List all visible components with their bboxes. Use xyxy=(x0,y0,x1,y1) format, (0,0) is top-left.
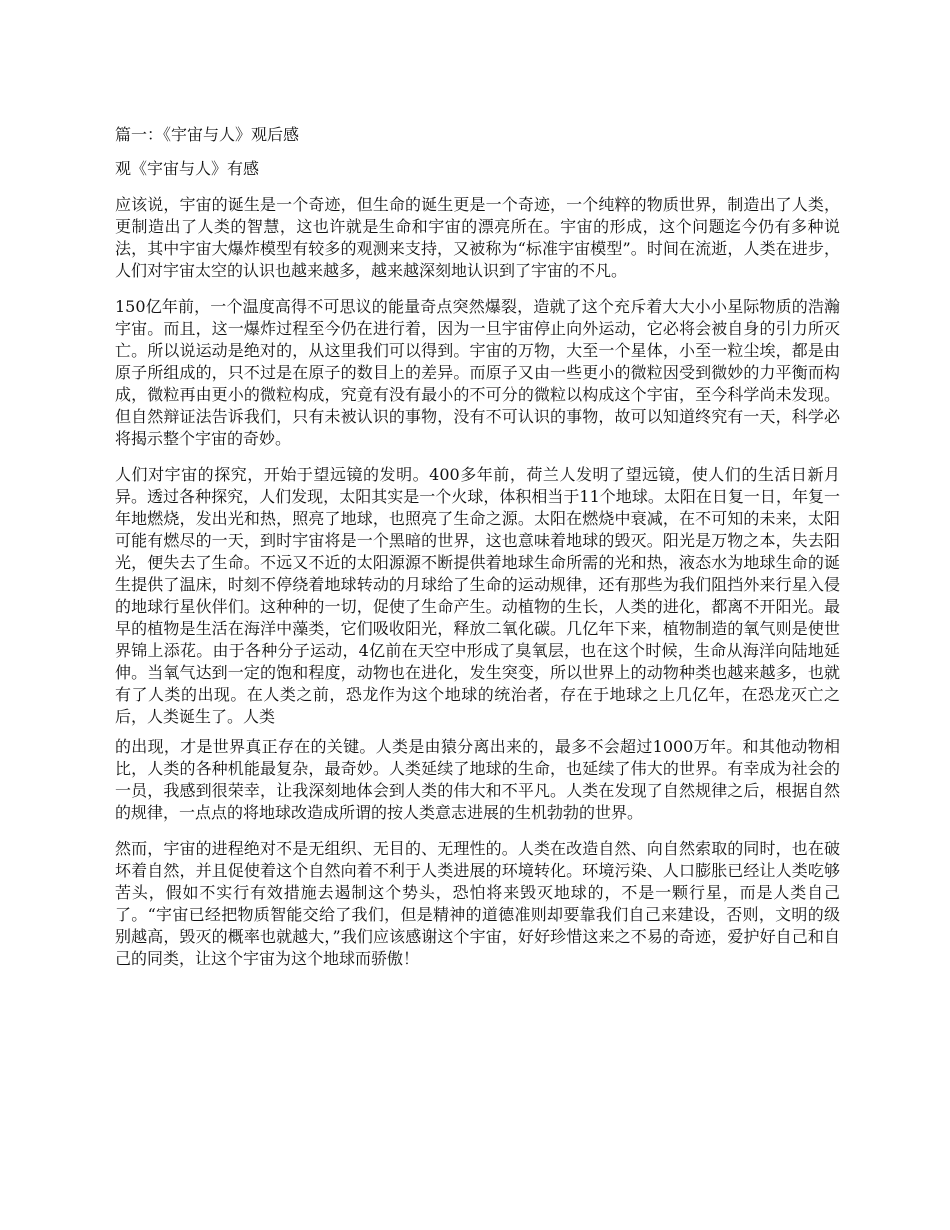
paragraph-1: 应该说，宇宙的诞生是一个奇迹，但生命的诞生更是一个奇迹，一个纯粹的物质世界，制造出了人类，更制造出了人类的智慧，这也许就是生命和宇宙的漂亮所在。宇宙的形成，这个问题迄今仍有多种说法，其中宇宙大爆炸模型有较多的观测来支持，又被称为“标准宇宙模型”。时间在流逝，人类在进步，人们对宇宙太空的认识也越来越多，越来越深刻地认识到了宇宙的不凡。 xyxy=(115,195,840,280)
paragraph-4: 的出现，才是世界真正存在的关键。人类是由猿分离出来的，最多不会超过1000万年。和其他动物相比，人类的各种机能最复杂，最奇妙。人类延续了地球的生命，也延续了伟大的世界。有幸成为社会的一员，我感到很荣幸，让我深刻地体会到人类的伟大和不平凡。人类在发现了自然规律之后，根据自然的规律，一点点的将地球改造成所谓的按人类意志进展的生机勃勃的世界。 xyxy=(115,737,840,822)
paragraph-5: 然而，宇宙的进程绝对不是无组织、无目的、无理性的。人类在改造自然、向自然索取的同时，也在破坏着自然，并且促使着这个自然向着不利于人类进展的环境转化。环境污染、人口膨胀已经让人类吃够苦头，假如不实行有效措施去遏制这个势头，恐怕将来毁灭地球的，不是一颗行星，而是人类自己了。“宇宙已经把物质智能交给了我们，但是精神的道德准则却要靠我们自己来建设，否则，文明的级别越高，毁灭的概率也就越大，”我们应该感谢这个宇宙，好好珍惜这来之不易的奇迹，爱护好自己和自己的同类，让这个宇宙为这个地球而骄傲！ xyxy=(115,839,840,968)
paragraph-2: 150亿年前，一个温度高得不可思议的能量奇点突然爆裂，造就了这个充斥着大大小小星际物质的浩瀚宇宙。而且，这一爆炸过程至今仍在进行着，因为一旦宇宙停止向外运动，它必将会被自身的引力所灭亡。所以说运动是绝对的，从这里我们可以得到。宇宙的万物，大至一个星体，小至一粒尘埃，都是由原子所组成的，只不过是在原子的数目上的差异。而原子又由一些更小的微粒因受到微妙的力平衡而构成，微粒再由更小的微粒构成，究竟有没有最小的不可分的微粒以构成这个宇宙，至今科学尚未发现。但自然辩证法告诉我们，只有未被认识的事物，没有不可认识的事物，故可以知道终究有一天，科学必将揭示整个宇宙的奇妙。 xyxy=(115,297,840,448)
document-subtitle: 观《宇宙与人》有感 xyxy=(115,159,260,178)
paragraph-3: 人们对宇宙的探究，开始于望远镜的发明。400多年前，荷兰人发明了望远镜，使人们的生活日新月异。透过各种探究，人们发现，太阳其实是一个火球，体积相当于11个地球。太阳在日复一日，年复一年地燃烧，发出光和热，照亮了地球，也照亮了生命之源。太阳在燃烧中衰减，在不可知的未来，太阳可能有燃尽的一天，到时宇宙将是一个黑暗的世界，这也意味着地球的毁灭。阳光是万物之本，失去阳光，便失去了生命。不远又不近的太阳源源不断提供着地球生命所需的光和热，液态水为地球生命的诞生提供了温床，时刻不停绕着地球转动的月球给了生命的运动规律，还有那些为我们阻挡外来行星入侵的地球行星伙伴们。这种种的一切，促使了生命产生。动植物的生长，人类的进化，都离不开阳光。最早的植物是生活在海洋中藻类，它们吸收阳光，释放二氧化碳。几亿年下来，植物制造的氧气则是使世界锦上添花。由于各种分子运动，4亿前在天空中形成了臭氧层，也在这个时候，生命从海洋向陆地延伸。当氧气达到一定的饱和程度，动物也在进化，发生突变，所以世界上的动物种类也越来越多，也就有了人类的出现。在人类之前，恐龙作为这个地球的统治者，存在于地球之上几亿年，在恐龙灭亡之后，人类诞生了。人类 xyxy=(115,465,840,726)
document-title: 篇一：《宇宙与人》观后感 xyxy=(115,125,300,144)
